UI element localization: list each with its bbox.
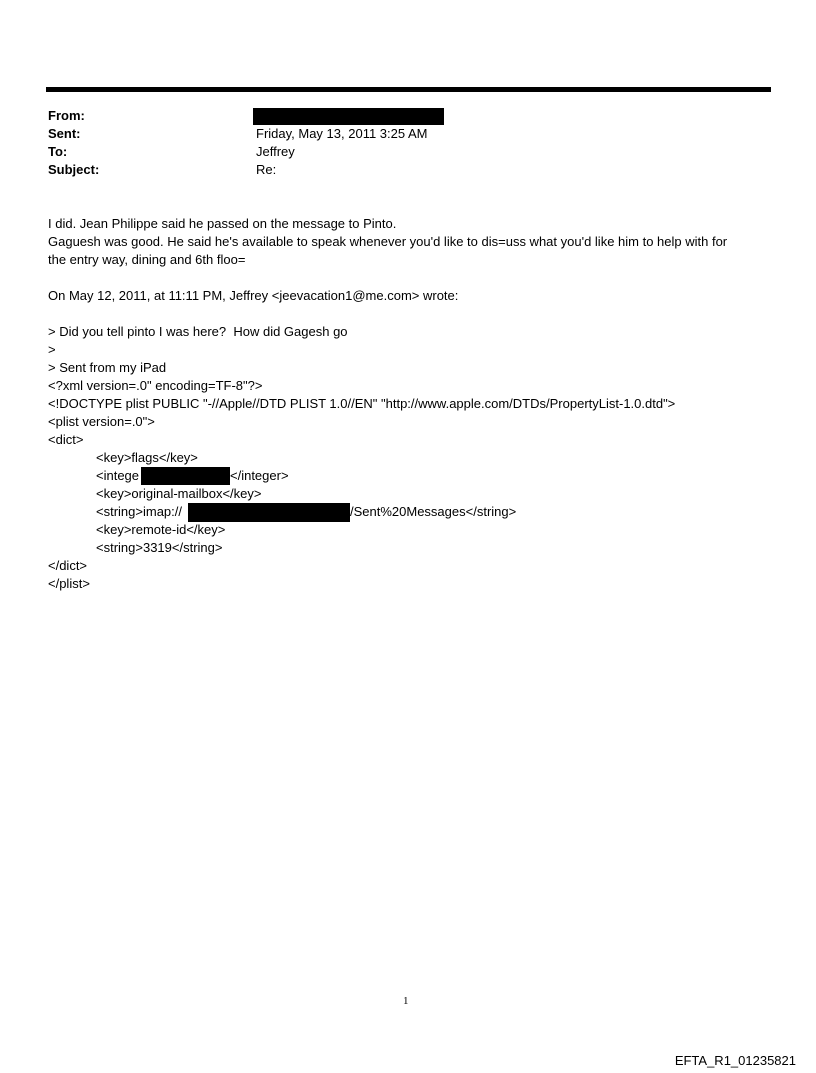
redaction-from (253, 108, 444, 125)
body-line-2: Gaguesh was good. He said he's available to speak whenever you'd like to dis=uss what you'd like him to help with for (48, 234, 728, 249)
subject-label: Subject: (48, 162, 100, 177)
quoted-line-2: > (48, 342, 56, 357)
dict-open: <dict> (48, 432, 84, 447)
quoted-line-1: > Did you tell pinto I was here? How did Gagesh go (48, 324, 348, 339)
integer-close: </integer> (230, 468, 289, 483)
key-flags: <key>flags</key> (96, 450, 198, 465)
to-value: Jeffrey (256, 144, 295, 159)
string-imap-open: <string>imap:// (96, 504, 182, 519)
quoted-line-3: > Sent from my iPad (48, 360, 167, 375)
to-label: To: (48, 144, 68, 159)
dict-close: </dict> (48, 558, 88, 573)
header-rule (46, 87, 771, 92)
body-line-1: I did. Jean Philippe said he passed on the message to Pinto. (48, 216, 397, 231)
sent-value: Friday, May 13, 2011 3:25 AM (256, 126, 428, 141)
integer-open: <intege (96, 468, 140, 483)
doctype-line: <!DOCTYPE plist PUBLIC "-//Apple//DTD PLIST 1.0//EN" "http://www.apple.com/DTDs/PropertyList-1.0.dtd"> (48, 396, 676, 411)
key-original-mailbox: <key>original-mailbox</key> (96, 486, 262, 501)
redaction-imap (188, 503, 350, 522)
body-line-3: the entry way, dining and 6th floo= (48, 252, 246, 267)
xml-declaration: <?xml version=.0" encoding=TF-8"?> (48, 378, 263, 393)
plist-close: </plist> (48, 576, 90, 591)
quote-header: On May 12, 2011, at 11:11 PM, Jeffrey <jeevacation1@me.com> wrote: (48, 288, 459, 303)
key-remote-id: <key>remote-id</key> (96, 522, 226, 537)
document-id: EFTA_R1_01235821 (674, 1053, 796, 1068)
subject-value: Re: (256, 162, 277, 177)
string-imap-close: /Sent%20Messages</string> (350, 504, 517, 519)
redaction-integer (141, 467, 230, 485)
from-label: From: (48, 108, 85, 123)
plist-open: <plist version=.0"> (48, 414, 155, 429)
string-remote-id: <string>3319</string> (96, 540, 223, 555)
page-number: 1 (403, 995, 409, 1007)
sent-label: Sent: (48, 126, 81, 141)
